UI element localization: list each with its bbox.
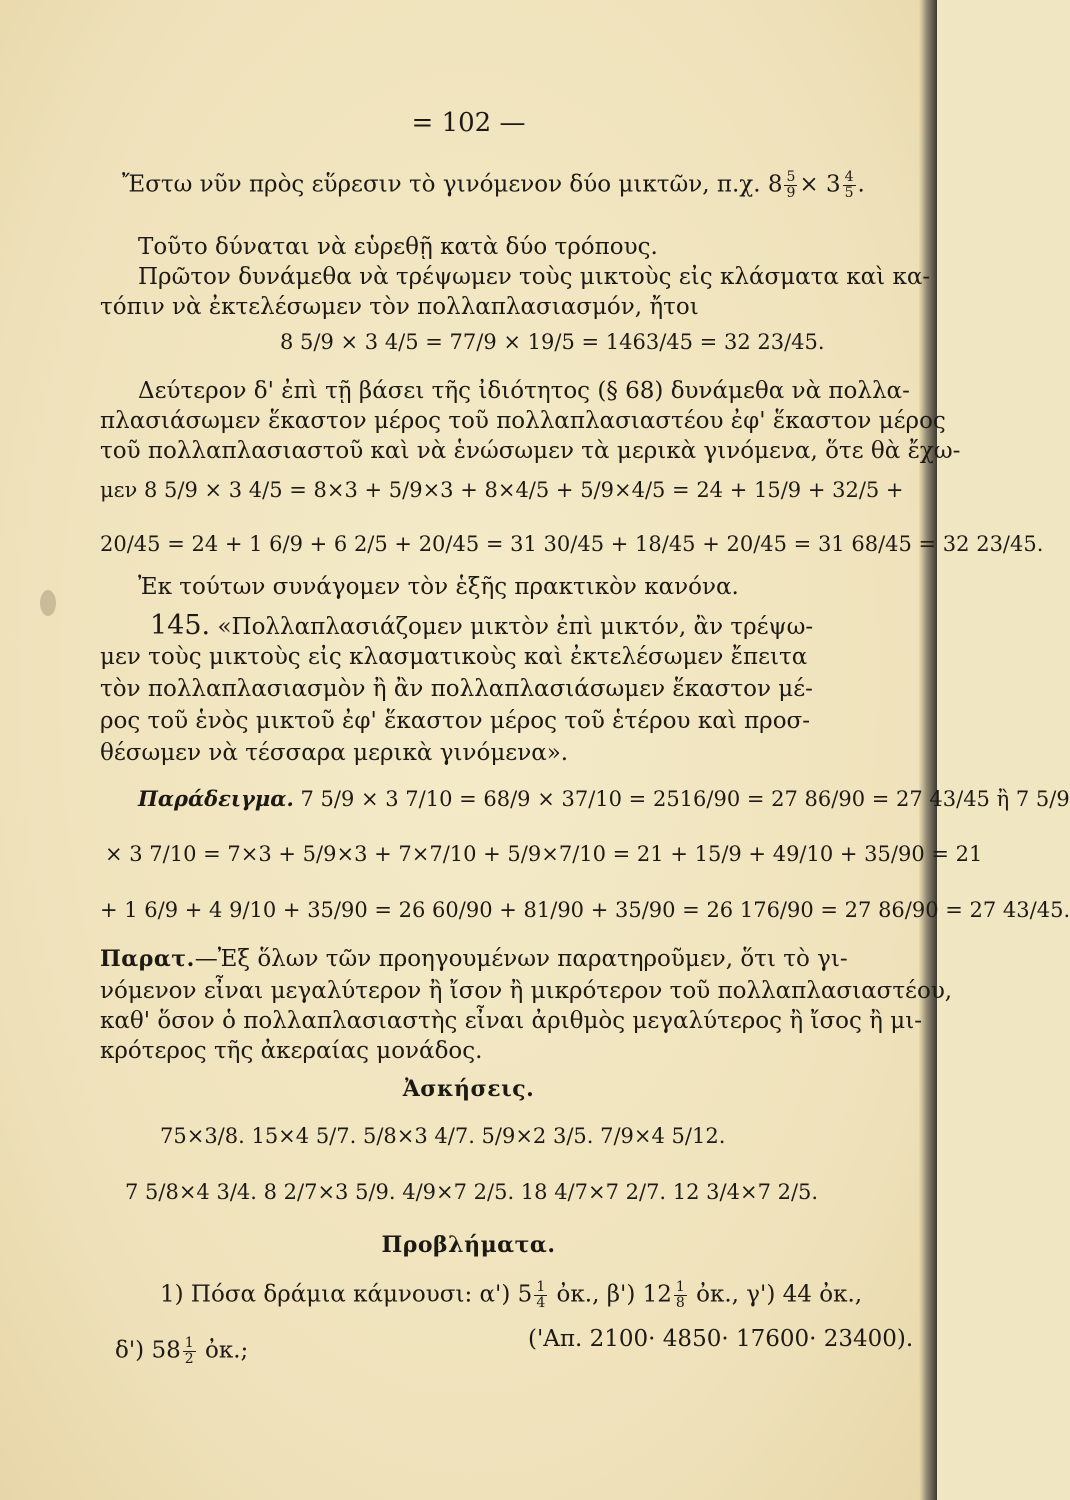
remark-line-3: καθ' ὅσον ὁ πολλαπλασιαστὴς εἶναι ἀριθμὸς μεγαλύτερος ἢ ἴσος ἢ μι-: [100, 1008, 923, 1034]
problem-1-b: β') 12: [606, 1281, 672, 1308]
ink-smudge: [40, 590, 56, 616]
intro-math: × 3: [799, 171, 841, 198]
intro-line: Ἔστω νῦν πρὸς εὕρεσιν τὸ γινόμενον δύο μικτῶν, π.χ. 8 $\frac{5}{9}$ × 3 $\frac{4}{5}$ .: [122, 169, 865, 201]
problem-1-line: 1) Πόσα δράμια κάμνουσι: α') 5 $\frac{1}{4}$ ὀκ., β') 12 $\frac{1}{8}$ ὀκ., γ') 44 ὀκ.,: [160, 1279, 863, 1311]
problem-1-d: δ') 58: [115, 1337, 181, 1364]
section-number: 145.: [150, 610, 211, 641]
exercises-row-2: 7 5/8×4 3/4. 8 2/7×3 5/9. 4/9×7 2/5. 18 4/7×7 2/7. 12 3/4×7 2/5.: [125, 1180, 819, 1204]
rule-line-2: μεν τοὺς μικτοὺς εἰς κλασματικοὺς καὶ ἐκτελέσωμεν ἔπειτα: [100, 644, 808, 670]
example-label: Παράδειγμα.: [138, 786, 294, 811]
intro-text: Ἔστω νῦν πρὸς εὕρεσιν τὸ γινόμενον δύο μικτῶν, π.χ. 8: [122, 171, 783, 198]
remark-line-4: κρότερος τῆς ἀκεραίας μονάδος.: [100, 1038, 483, 1064]
problem-1-unit: ὀκ.,: [556, 1281, 600, 1308]
rule-line-5: θέσωμεν νὰ τέσσαρα μερικὰ γινόμενα».: [100, 740, 569, 766]
example-eq-2: × 3 7/10 = 7×3 + 5/9×3 + 7×7/10 + 5/9×7/10 = 21 + 15/9 + 49/10 + 35/90 = 21: [105, 842, 983, 866]
paragraph-line-2: Πρῶτον δυνάμεθα νὰ τρέψωμεν τοὺς μικτοὺς εἰς κλάσματα καὶ κα-: [138, 264, 931, 290]
rule-intro: Ἐκ τούτων συνάγομεν τὸν ἑξῆς πρακτικὸν κανόνα.: [138, 574, 739, 600]
rule-line-3: τὸν πολλαπλασιασμὸν ἢ ἂν πολλαπλασιάσωμεν ἕκαστον μέ-: [100, 676, 813, 702]
example-eq-1: 7 5/9 × 3 7/10 = 68/9 × 37/10 = 2516/90 = 27 86/90 = 27 43/45 ἢ 7 5/9: [300, 787, 1070, 811]
problem-1-d-line: [115, 1336, 248, 1367]
equation-1: 8 5/9 × 3 4/5 = 77/9 × 19/5 = 1463/45 = 32 23/45.: [280, 330, 825, 354]
paragraph-line-1: Τοῦτο δύναται νὰ εὑρεθῇ κατὰ δύο τρόπους.: [138, 234, 658, 260]
fraction-1-4: $\frac{1}{4}$: [536, 1279, 546, 1311]
problems-heading: Προβλήματα.: [381, 1232, 556, 1258]
fraction-4-5: $\frac{4}{5}$: [844, 169, 854, 201]
paragraph-line-6: τοῦ πολλαπλασιαστοῦ καὶ νὰ ἑνώσωμεν τὰ μερικὰ γινόμενα, ὅτε θὰ ἔχω-: [100, 438, 961, 464]
fraction-1-8: $\frac{1}{8}$: [675, 1279, 685, 1311]
problem-1-prefix: 1) Πόσα δράμια κάμνουσι: α'): [160, 1281, 511, 1308]
problem-1-c: γ') 44 ὀκ.,: [746, 1281, 863, 1308]
rule-line-1: [150, 610, 813, 642]
problem-1-d-unit: ὀκ.;: [204, 1337, 249, 1364]
remark-label: Παρατ.: [100, 946, 195, 972]
fraction-1-2: $\frac{1}{2}$: [184, 1335, 194, 1367]
remark-line-1: [100, 946, 848, 974]
paragraph-line-4: Δεύτερον δ' ἐπὶ τῇ βάσει τῆς ἰδιότητος (§ 68) δυνάμεθα νὰ πολλα-: [138, 378, 910, 404]
fraction-5-9: $\frac{5}{9}$: [786, 169, 796, 201]
problem-1-b-unit: ὀκ.,: [696, 1281, 739, 1308]
example-eq-3: + 1 6/9 + 4 9/10 + 35/90 = 26 60/90 + 81/90 + 35/90 = 26 176/90 = 27 86/90 = 27 43/45.: [100, 898, 1070, 922]
rule-line-4: ρος τοῦ ἑνὸς μικτοῦ ἐφ' ἕκαστον μέρος τοῦ ἑτέρου καὶ προσ-: [100, 708, 811, 734]
equation-2b: 20/45 = 24 + 1 6/9 + 6 2/5 + 20/45 = 31 30/45 + 18/45 + 20/45 = 31 68/45 = 32 23/45.: [100, 532, 1044, 556]
page-number: = 102 —: [411, 108, 526, 138]
answer: ('Απ. 2100· 4850· 17600· 23400).: [528, 1326, 914, 1352]
paragraph-line-5: πλασιάσωμεν ἕκαστον μέρος τοῦ πολλαπλασιαστέου ἐφ' ἕκαστον μέρος: [100, 408, 946, 434]
paragraph-line-3: τόπιν νὰ ἐκτελέσωμεν τὸν πολλαπλασιασμόν, ἤτοι: [100, 294, 699, 320]
equation-2a: μεν 8 5/9 × 3 4/5 = 8×3 + 5/9×3 + 8×4/5 + 5/9×4/5 = 24 + 15/9 + 32/5 +: [100, 478, 904, 502]
exercises-row-1: 75×3/8. 15×4 5/7. 5/8×3 4/7. 5/9×2 3/5. 7/9×4 5/12.: [160, 1124, 726, 1148]
page-edge-shadow: [919, 0, 937, 1500]
remark-text: —Ἐξ ὅλων τῶν προηγουμένων παρατηροῦμεν, ὅτι τὸ γι-: [194, 946, 848, 972]
rule-text-1: «Πολλαπλασιάζομεν μικτὸν ἐπὶ μικτόν, ἂν τρέψω-: [217, 614, 814, 640]
remark-line-2: νόμενον εἶναι μεγαλύτερον ἢ ἴσον ἢ μικρότερον τοῦ πολλαπλασιαστέου,: [100, 978, 953, 1004]
example-line-1: [138, 786, 1070, 812]
exercises-heading: Ἀσκήσεις.: [402, 1076, 535, 1102]
